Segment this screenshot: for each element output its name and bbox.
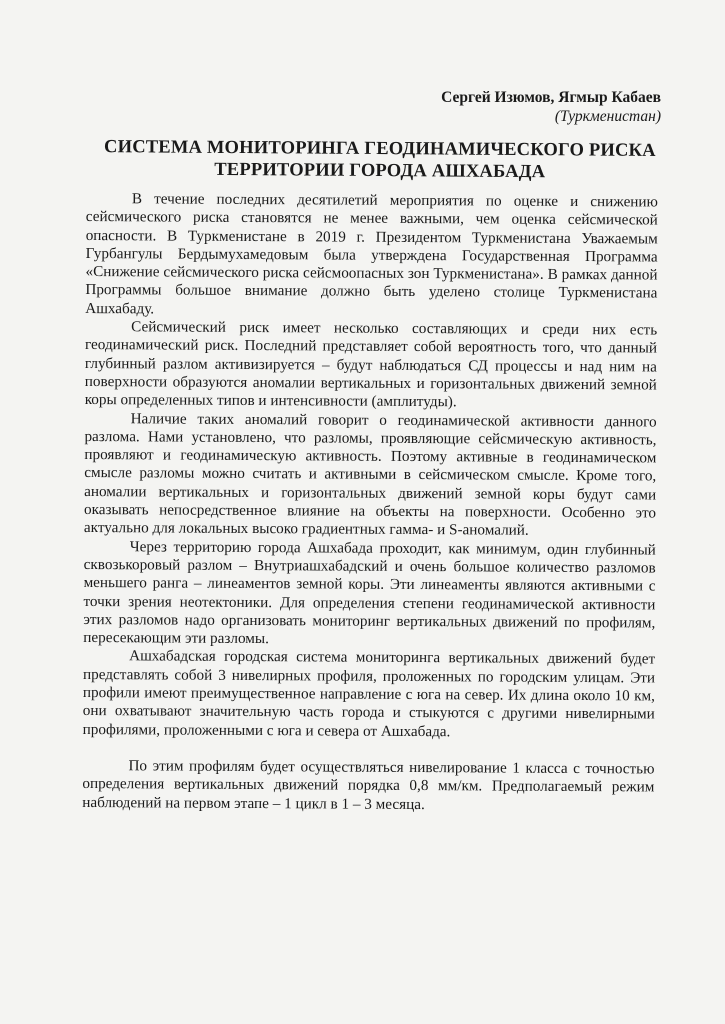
article-body [82,190,658,815]
author-country: (Туркменистан) [554,108,661,125]
paragraph: В течение последних десятилетий мероприятия по оценке и снижению сейсмического риска становятся не менее важными, чем оценка сейсмической опасности. В Туркменистане в 2019 г. Президентом Туркменистана Уважаемым Гурбангулы Бердымухамедовым была утверждена Государственная Программа «Снижение сейсмического риска сейсмоопасных зон Туркменистана». В рамках данной Программы большое внимание должно быть уделено столице Туркменистана Ашхабаду. [85,190,658,318]
paragraph: Наличие таких аномалий говорит о геодинамической активности данного разлома. Нами установлено, что разломы, проявляющие сейсмическую активность, проявляют и геодинамическую активность. Поэтому активные в геодинамическом смысле разломы можно считать и активными в сейсмическом смысле. Кроме того, аномалии вертикальных и горизонтальных движений земной коры будут сами оказывать непосредственное влияние на объекты на поверхности. Особенно это актуально для локальных высоко градиентных гамма- и S-аномалий. [83,409,657,540]
title-line-1: СИСТЕМА МОНИТОРИНГА ГЕОДИНАМИЧЕСКОГО РИСКА [104,137,656,161]
author-block [441,88,661,126]
paragraph: Через территорию города Ашхабада проходит, как минимум, один глубинный сквозькоровый разлом – Внутриашхабадский и очень большое количество разломов меньшего ранга – линеаментов земной коры. Эти линеаменты являются активными с точки зрения неотектоники. Для определения степени геодинамической активности этих разломов надо организовать мониторинг вертикальных движений по профилям, пересекающим эти разломы. [83,537,656,648]
paragraph: Ашхабадская городская система мониторинга вертикальных движений будет представлять собой 3 нивелирных профиля, проложенных по городским улицам. Эти профили имеют преимущественное направление с юга на север. Их длина около 10 км, они охватывают значительную часть города и стыкуются с другими нивелирными профилями, проложенными с юга и севера от Ашхабада. [82,647,656,740]
article-title [90,136,670,184]
title-line-2: ТЕРРИТОРИИ ГОРОДА АШХАБАДА [214,159,546,183]
paragraph: По этим профилям будет осуществляться нивелирование 1 класса с точностью определения вертикальных движений порядка 0,8 мм/км. Предполагаемый режим наблюдений на первом этапе – 1 цикл в 1 – 3 месяца. [82,757,655,813]
author-names: Сергей Изюмов, Ягмыр Кабаев [441,89,661,106]
paragraph: Сейсмический риск имеет несколько составляющих и среди них есть геодинамический риск. Последний представляет собой вероятность того, что данный глубинный разлом активизируется – будут наблюдаться СД процессы и над ним на поверхности образуются аномалии вертикальных и горизонтальных движений земной коры определенных типов и интенсивности (амплитуды). [84,318,658,411]
